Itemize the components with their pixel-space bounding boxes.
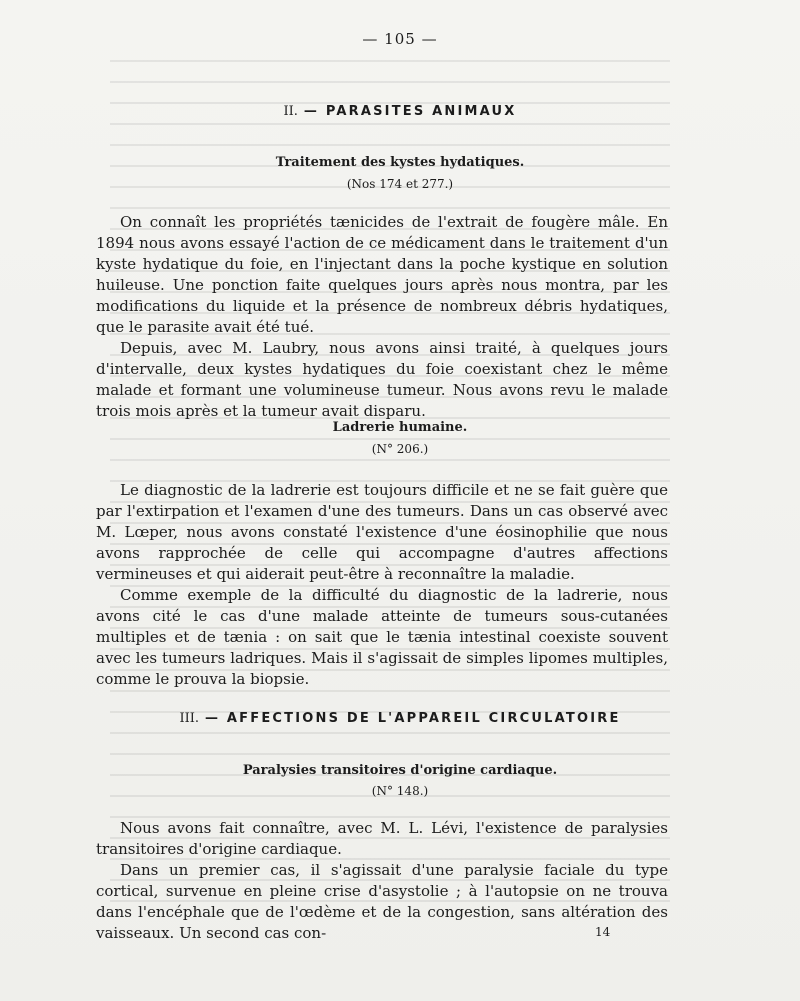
- paragraph: Depuis, avec M. Laubry, nous avons ainsi traité, à quelques jours d'intervalle, deux kystes hydatiques du foie coexistant chez le même malade et formant une volumineuse tumeur. Nous avons revu le malade trois mois après et la tumeur avait disparu.: [96, 339, 668, 420]
- paragraph: On connaît les propriétés tænicides de l'extrait de fougère mâle. En 1894 nous avons essayé l'action de ce médicament dans le traitement d'un kyste hydatique du foie, en l'injectant dans la poche kystique en solution huileuse. Une ponction faite quelques jours après nous montra, par les modifications du liquide et la présence de nombreux débris hydatiques, que le parasite avait été tué.: [96, 213, 668, 336]
- paragraph: Le diagnostic de la ladrerie est toujours difficile et ne se fait guère que par l'extirpation et l'examen d'une des tumeurs. Dans un cas observé avec M. Lœper, nous avons constaté l'existence d'une éosinophilie que nous avons rapprochée de celle qui accompagne d'autres affections vermineuses et qui aiderait peut-être à reconnaître la maladie.: [96, 481, 668, 583]
- paragraph-block: [96, 818, 668, 944]
- paragraph: Nous avons fait connaître, avec M. L. Lévi, l'existence de paralysies transitoires d'origine cardiaque.: [96, 819, 668, 858]
- section-heading-parasites: [0, 104, 800, 119]
- section-heading-circulatoire: [0, 711, 800, 726]
- section-numeral: II.: [283, 104, 298, 119]
- paragraph-block: [96, 212, 668, 422]
- section-title: — PARASITES ANIMAUX: [303, 104, 517, 119]
- subsection-title-ladrerie: Ladrerie humaine.: [332, 420, 468, 435]
- subsection-title-paralysies: Paralysies transitoires d'origine cardiaque.: [242, 763, 558, 778]
- section-title: — AFFECTIONS DE L'APPAREIL CIRCULATOIRE: [205, 711, 621, 726]
- subsection-title-kystes: Traitement des kystes hydatiques.: [275, 155, 525, 170]
- subsection-reference: (Nos 174 et 277.): [346, 177, 454, 191]
- page-number: — 105 —: [362, 30, 438, 48]
- section-numeral: III.: [179, 711, 199, 726]
- paragraph: Comme exemple de la difficulté du diagnostic de la ladrerie, nous avons cité le cas d'une malade atteinte de tumeurs sous-cutanées multiples et de tænia : on sait que le tænia intestinal coexiste souvent avec les tumeurs ladriques. Mais il s'agissait de simples lipomes multiples, comme le prouva la biopsie.: [96, 586, 668, 688]
- paragraph: Dans un premier cas, il s'agissait d'une paralysie faciale du type cortical, survenue en pleine crise d'asystolie ; à l'autopsie on ne trouva dans l'encéphale que de l'œdème et de la congestion, sans altération des vaisseaux. Un second cas con-: [96, 861, 668, 942]
- subsection-reference: (N° 148.): [371, 784, 429, 798]
- paragraph-block: [96, 480, 668, 690]
- subsection-reference: (N° 206.): [371, 442, 429, 456]
- signature-mark: 14: [595, 925, 611, 939]
